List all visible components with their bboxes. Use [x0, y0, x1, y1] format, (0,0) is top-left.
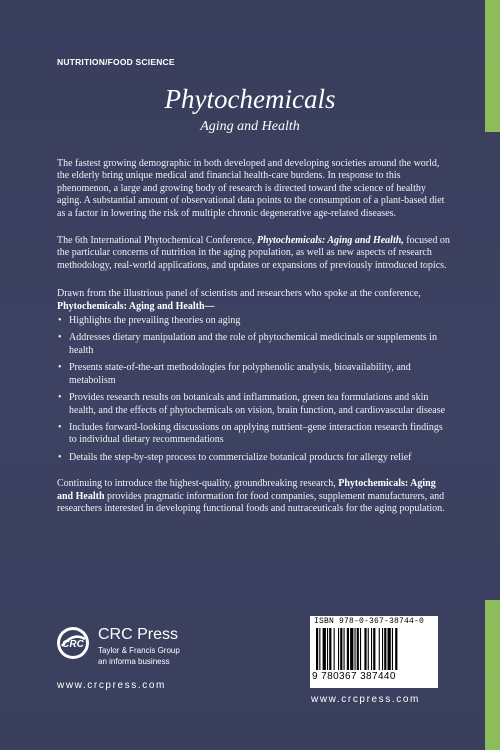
barcode-bar [384, 628, 386, 670]
barcode-bar [360, 628, 361, 670]
closing-text-after: provides pragmatic information for food companies, supplement manufacturers, and researchers interested in developing functional foods and nutraceuticals for the aging population. [57, 490, 445, 514]
barcode-bar [327, 628, 328, 670]
barcode-digits: 9 780367 387440 [312, 671, 396, 682]
conference-text-before: The 6th International Phytochemical Conference, [57, 235, 257, 247]
barcode-bars [316, 628, 432, 670]
conference-title-bold: Phytochemicals: Aging and Health, [256, 235, 404, 247]
closing-text-before: Continuing to introduce the highest-quality, groundbreaking research, [57, 478, 339, 490]
list-item: • Presents state-of-the-art methodologies for polyphenolic analysis, bioavailability, and metabolism [57, 362, 451, 387]
barcode-bar [334, 628, 335, 670]
panel-paragraph [57, 288, 451, 313]
crc-logo-icon [56, 626, 90, 660]
barcode-bar [338, 628, 339, 670]
barcode-bar [371, 628, 372, 670]
feature-list [57, 315, 451, 464]
barcode-bar [340, 628, 342, 670]
list-item: • Provides research results on botanicals and inflammation, green tea formulations and skin health, and the effects of phytochemicals on vision, brain function, and cardiovascular disease [57, 392, 451, 417]
barcode-bar [319, 628, 320, 670]
barcode-bar [329, 628, 331, 670]
barcode-bar [316, 628, 318, 670]
list-item: • Includes forward-looking discussions on applying nutrient–gene interaction research findings to individual dietary recommendations [57, 422, 451, 447]
publisher-informa: an informa business [98, 657, 170, 666]
publisher-url-left: www.crcpress.com [57, 680, 166, 691]
barcode-bar [355, 628, 356, 670]
barcode-bar [382, 628, 383, 670]
logo-letters: CRC [62, 639, 84, 650]
panel-text-before: Drawn from the illustrious panel of scientists and researchers who spoke at the conference, [57, 288, 421, 300]
conference-text-after: focused on the particular concerns of nutrition in the aging population, as well as new aspects of research methodology, real-world applications, and updates or expansions of previously introduced topics. [57, 235, 450, 271]
list-item: • Details the step-by-step process to commercialize botanical products for allergy relief [57, 452, 451, 464]
barcode-bar [357, 628, 359, 670]
series-label: NUTRITION/FOOD SCIENCE [57, 57, 175, 67]
barcode-bar [350, 628, 353, 670]
description [57, 158, 451, 515]
barcode-bar [373, 628, 375, 670]
intro-paragraph: The fastest growing demographic in both developed and developing societies around the world, the elderly bring unique medical and financial health-care burdens. In response to this phenomenon, a large and growing body of research is directed toward the science of healthy aging. A substantial amount of observational data points to the consumption of a plant-based diet as a factor in lowering the risk of multiple chronic degenerative age-related diseases. [57, 158, 445, 219]
isbn-label: ISBN 978-0-367-38744-0 [314, 617, 425, 626]
barcode-bar [364, 628, 366, 670]
isbn-barcode [310, 616, 438, 688]
green-accent-bar-bottom [485, 600, 500, 750]
barcode-bar [392, 628, 393, 670]
list-item: • Highlights the prevailing theories on aging [57, 315, 451, 327]
barcode-bar [379, 628, 380, 670]
barcode-bar [388, 628, 391, 670]
panel-title-bold: Phytochemicals: Aging and Health— [57, 300, 215, 312]
barcode-bar [347, 628, 349, 670]
closing-title-bold: Phytochemicals: Aging and Health [57, 478, 436, 502]
barcode-bar [368, 628, 369, 670]
conference-paragraph [57, 235, 451, 272]
barcode-bar [395, 628, 397, 670]
crc-press-logo [56, 624, 206, 674]
list-item: • Addresses dietary manipulation and the role of phytochemical medicinals or supplements in health [57, 332, 451, 357]
publisher-group: Taylor & Francis Group [98, 646, 180, 655]
closing-paragraph [57, 478, 451, 515]
publisher-url-right: www.crcpress.com [311, 694, 420, 705]
publisher-name: CRC Press [98, 626, 179, 643]
book-subtitle: Aging and Health [200, 119, 300, 134]
barcode-bar [344, 628, 345, 670]
book-title: Phytochemicals [164, 84, 336, 114]
barcode-bar [323, 628, 326, 670]
